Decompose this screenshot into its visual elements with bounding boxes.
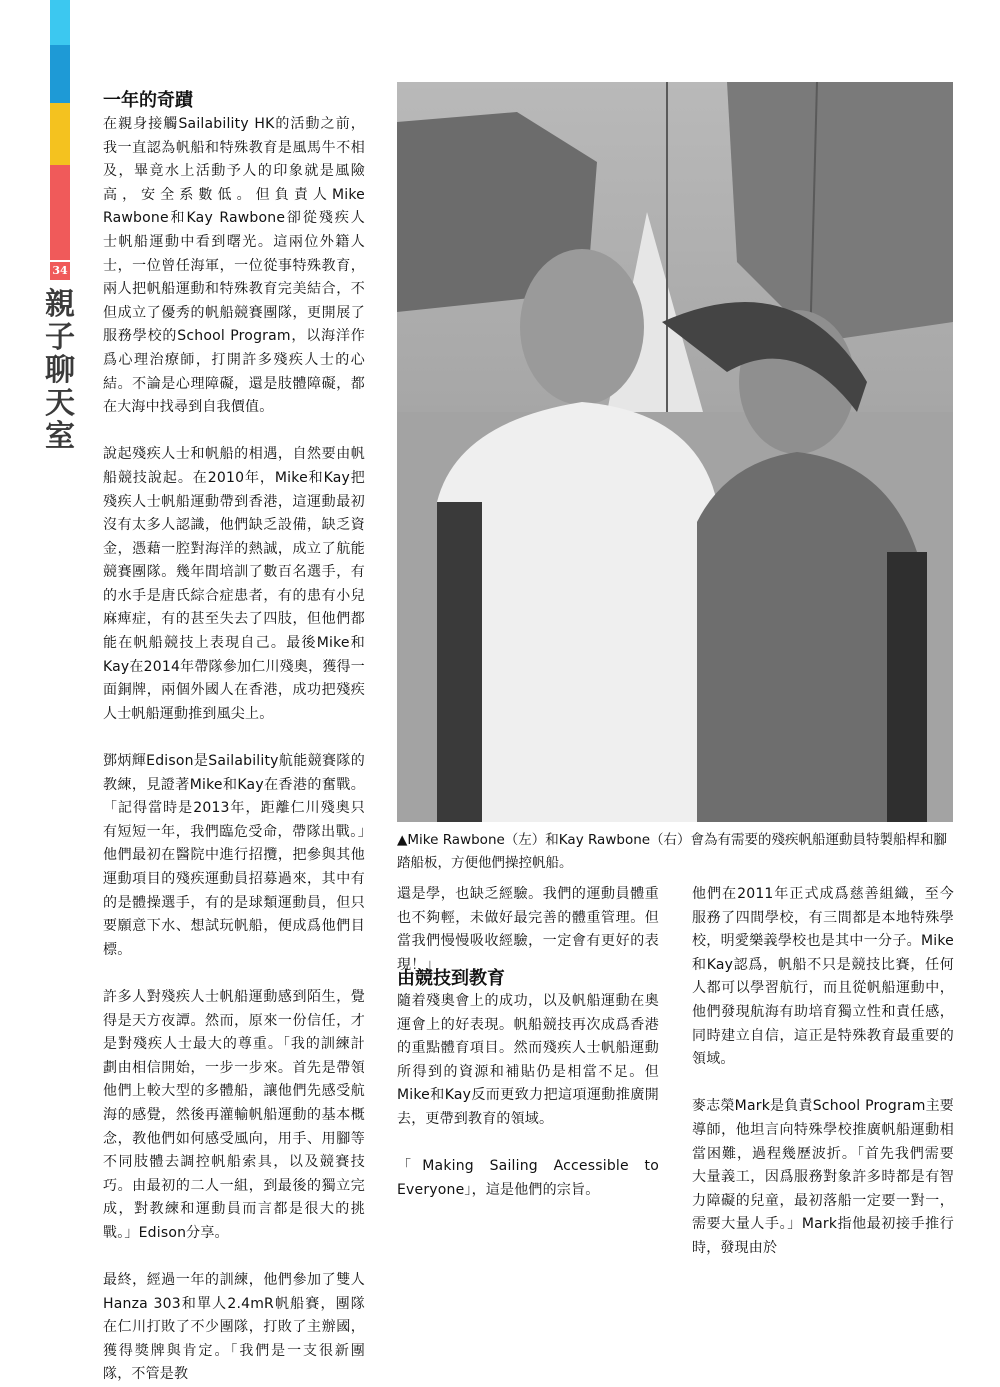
photo-caption: ▲Mike Rawbone（左）和Kay Rawbone（右）會為有需要的殘疾帆船運動員特製船桿和腳踏船板，方便他們操控帆船。: [397, 832, 948, 871]
color-bar-cyan: [50, 0, 70, 45]
paragraph: 許多人對殘疾人士帆船運動感到陌生，覺得是天方夜譚。然而，原來一份信任，才是對殘疾人士最大的尊重。「我的訓練計劃由相信開始，一步一步來。首先是帶領他們上較大型的多體船，讓他們先感受航海的感覺，然後再灌輸帆船運動的基本概念，教他們如何感受風向，用手、用腳等不同肢體去調控帆船索具，以及競賽技巧。由最初的二人一組，到最後的獨立完成，對教練和運動員而言都是很大的挑戰。」Edison分享。: [103, 988, 365, 1241]
article-column-3: [692, 883, 954, 1261]
article-column-2-cont: [397, 990, 659, 1202]
paragraph: 在親身接觸Sailability HK的活動之前，我一直認為帆船和特殊教育是風馬牛不相及，畢竟水上活動予人的印象就是風險高，安全系數低。但負責人Mike Rawbone和Kay Rawbone卻從殘疾人士帆船運動中看到曙光。這兩位外籍人士，一位曾任海軍，一位從事特殊教育，兩人把帆船運動和特殊教育完美結合，不但成立了優秀的帆船競賽團隊，更開展了服務學校的School Program，以海洋作爲心理治療師，打開許多殘疾人士的心結。不論是心理障礙，還是肢體障礙，都在大海中找尋到自我價值。: [103, 116, 365, 416]
paragraph: 隨着殘奧會上的成功，以及帆船運動在奧運會上的好表現。帆船競技再次成爲香港的重點體育項目。然而殘疾人士帆船運動所得到的資源和補貼仍是相當不足。但Mike和Kay反而更致力把這項運動推廣開去，更帶到教育的領域。: [397, 993, 659, 1127]
photo-mike-and-kay: [397, 82, 953, 822]
page-number: 34: [50, 262, 70, 280]
paragraph: 「Making Sailing Accessible to Everyone」，這是他們的宗旨。: [397, 1158, 659, 1198]
paragraph: 說起殘疾人士和帆船的相遇，自然要由帆船競技說起。在2010年，Mike和Kay把殘疾人士帆船運動帶到香港，這運動最初沒有太多人認識，他們缺乏設備，缺乏資金，憑藉一腔對海洋的熱誠，成立了航能競賽團隊。幾年間培訓了數百名選手，有的水手是唐氏綜合症患者，有的患有小兒麻痺症，有的甚至失去了四肢，但他們都能在帆船競技上表現自己。最後Mike和Kay在2014年帶隊參加仁川殘奧，獲得一面銅牌，兩個外國人在香港，成功把殘疾人士帆船運動推到風尖上。: [103, 446, 365, 722]
article-heading-1: 一年的奇蹟: [103, 90, 193, 111]
article-heading-2: 由競技到教育: [397, 968, 505, 989]
paragraph: 最終，經過一年的訓練，他們參加了雙人Hanza 303和單人2.4mR帆船賽，團隊在仁川打敗了不少團隊，打敗了主辦國，獲得獎牌與肯定。「我們是一支很新團隊，不管是教: [103, 1272, 365, 1383]
section-title: 親子聊天室: [45, 287, 75, 454]
paragraph: 麥志榮Mark是負責School Program主要導師，他坦言向特殊學校推廣帆船運動相當困難，過程幾歷波折。「首先我們需要大量義工，因爲服務對象許多時都是有智力障礙的兒童，最初落船一定要一對一，需要大量人手。」Mark指他最初接手推行時，發現由於: [692, 1098, 954, 1256]
color-bar-red: [50, 165, 70, 260]
paragraph: 鄧炳輝Edison是Sailability航能競賽隊的教練，見證著Mike和Kay在香港的奮戰。「記得當時是2013年，距離仁川殘奧只有短短一年，我們臨危受命，帶隊出戰。」他們最初在醫院中進行招攬，把參與其他運動項目的殘疾運動員招募過來，其中有的是體操選手，有的是球類運動員，但只要願意下水、想試玩帆船，便成爲他們目標。: [103, 753, 365, 958]
paragraph: 他們在2011年正式成爲慈善組織，至今服務了四間學校，有三間都是本地特殊學校，明愛樂義學校也是其中一分子。Mike和Kay認爲，帆船不只是競技比賽，任何人都可以學習航行，而且從帆船運動中，他們發現航海有助培育獨立性和責任感，同時建立自信，這正是特殊教育最重要的領域。: [692, 886, 954, 1068]
color-bar-blue: [50, 45, 70, 103]
paragraph: 還是學，也缺乏經驗。我們的運動員體重也不夠輕，未做好最完善的體重管理。但當我們慢慢吸收經驗，一定會有更好的表現！」: [397, 886, 659, 973]
color-bar-yellow: [50, 103, 70, 165]
article-column-1: [103, 113, 365, 1387]
